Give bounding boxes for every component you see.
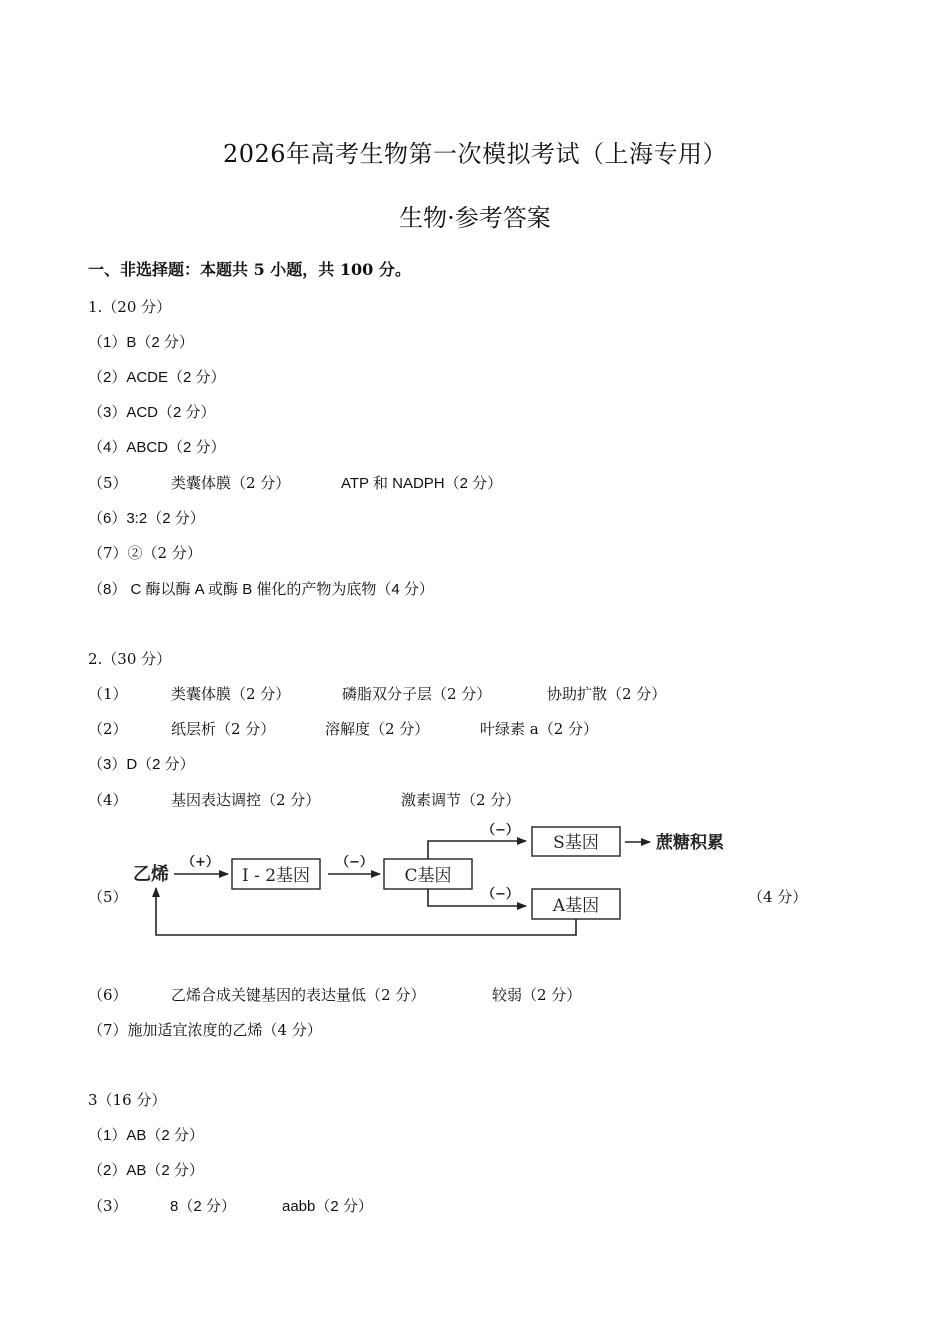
q1-answer-5-number: （5） <box>88 474 128 492</box>
q1-answer-4: （4）ABCD（2 分） <box>88 439 226 456</box>
page-subtitle: 生物·参考答案 <box>399 204 551 232</box>
minus-label-c-a: （−） <box>482 887 519 902</box>
q3-answer-3-part-2: aabb（2 分） <box>282 1198 373 1215</box>
q3-answer-1: （1）AB（2 分） <box>88 1127 204 1144</box>
q1-answer-6: （6）3:2（2 分） <box>88 510 205 527</box>
q2-answer-7: （7）施加适宜浓度的乙烯（4 分） <box>88 1021 322 1039</box>
minus-label-i2-c: （−） <box>336 855 373 870</box>
plus-label: （+） <box>182 855 219 870</box>
q1-answer-8: （8） C 酶以酶 A 或酶 B 催化的产物为底物（4 分） <box>88 581 434 598</box>
q2-answer-6-part-1: 乙烯合成关键基因的表达量低（2 分） <box>171 986 426 1004</box>
q2-answer-2-part-3: 叶绿素 a（2 分） <box>480 720 599 738</box>
q1-answer-5-part-2: ATP 和 NADPH（2 分） <box>341 475 503 492</box>
q2-answer-4-number: （4） <box>88 791 128 809</box>
q2-answer-2-part-1: 纸层析（2 分） <box>171 720 276 738</box>
section-heading: 一、非选择题：本题共 5 小题，共 100 分。 <box>88 260 411 279</box>
q2-answer-1-part-2: 磷脂双分子层（2 分） <box>342 685 492 703</box>
q2-heading: 2.（30 分） <box>88 650 172 668</box>
q2-answer-4-part-2: 激素调节（2 分） <box>401 791 521 809</box>
q1-heading: 1.（20 分） <box>88 298 172 316</box>
q1-answer-7: （7）②（2 分） <box>88 544 202 562</box>
arrow-c-to-s <box>428 841 526 859</box>
ethylene-regulation-diagram <box>120 818 760 943</box>
q2-answer-2-number: （2） <box>88 720 128 738</box>
q2-answer-2-part-2: 溶解度（2 分） <box>325 720 430 738</box>
q2-answer-1-number: （1） <box>88 685 128 703</box>
minus-label-c-s: （−） <box>482 823 519 838</box>
q1-answer-3: （3）ACD（2 分） <box>88 404 216 421</box>
q1-answer-2: （2）ACDE（2 分） <box>88 369 226 386</box>
q2-answer-3: （3）D（2 分） <box>88 756 195 773</box>
q3-answer-3-number: （3） <box>88 1197 128 1215</box>
q3-answer-2: （2）AB（2 分） <box>88 1162 204 1179</box>
ethylene-label: 乙烯 <box>133 864 169 885</box>
q1-answer-1: （1）B（2 分） <box>88 334 194 351</box>
q3-heading: 3（16 分） <box>88 1091 167 1109</box>
q2-answer-6-part-2: 较弱（2 分） <box>492 986 582 1004</box>
q2-answer-5-number: （5） <box>88 888 128 906</box>
q2-answer-5-score: （4 分） <box>748 888 808 906</box>
q2-answer-6-number: （6） <box>88 986 128 1004</box>
q2-answer-1-part-1: 类囊体膜（2 分） <box>171 685 291 703</box>
q1-answer-5-part-1: 类囊体膜（2 分） <box>171 474 291 492</box>
i2-gene-label: I - 2基因 <box>241 866 311 886</box>
sucrose-label: 蔗糖积累 <box>656 833 724 853</box>
page-title: 2026年高考生物第一次模拟考试（上海专用） <box>222 140 728 168</box>
a-gene-label: A基因 <box>552 896 600 916</box>
c-gene-label: C基因 <box>404 866 452 886</box>
q3-answer-3-part-1: 8（2 分） <box>170 1198 236 1215</box>
s-gene-label: S基因 <box>553 833 599 853</box>
q2-answer-4-part-1: 基因表达调控（2 分） <box>171 791 321 809</box>
q2-answer-1-part-3: 协助扩散（2 分） <box>547 685 667 703</box>
